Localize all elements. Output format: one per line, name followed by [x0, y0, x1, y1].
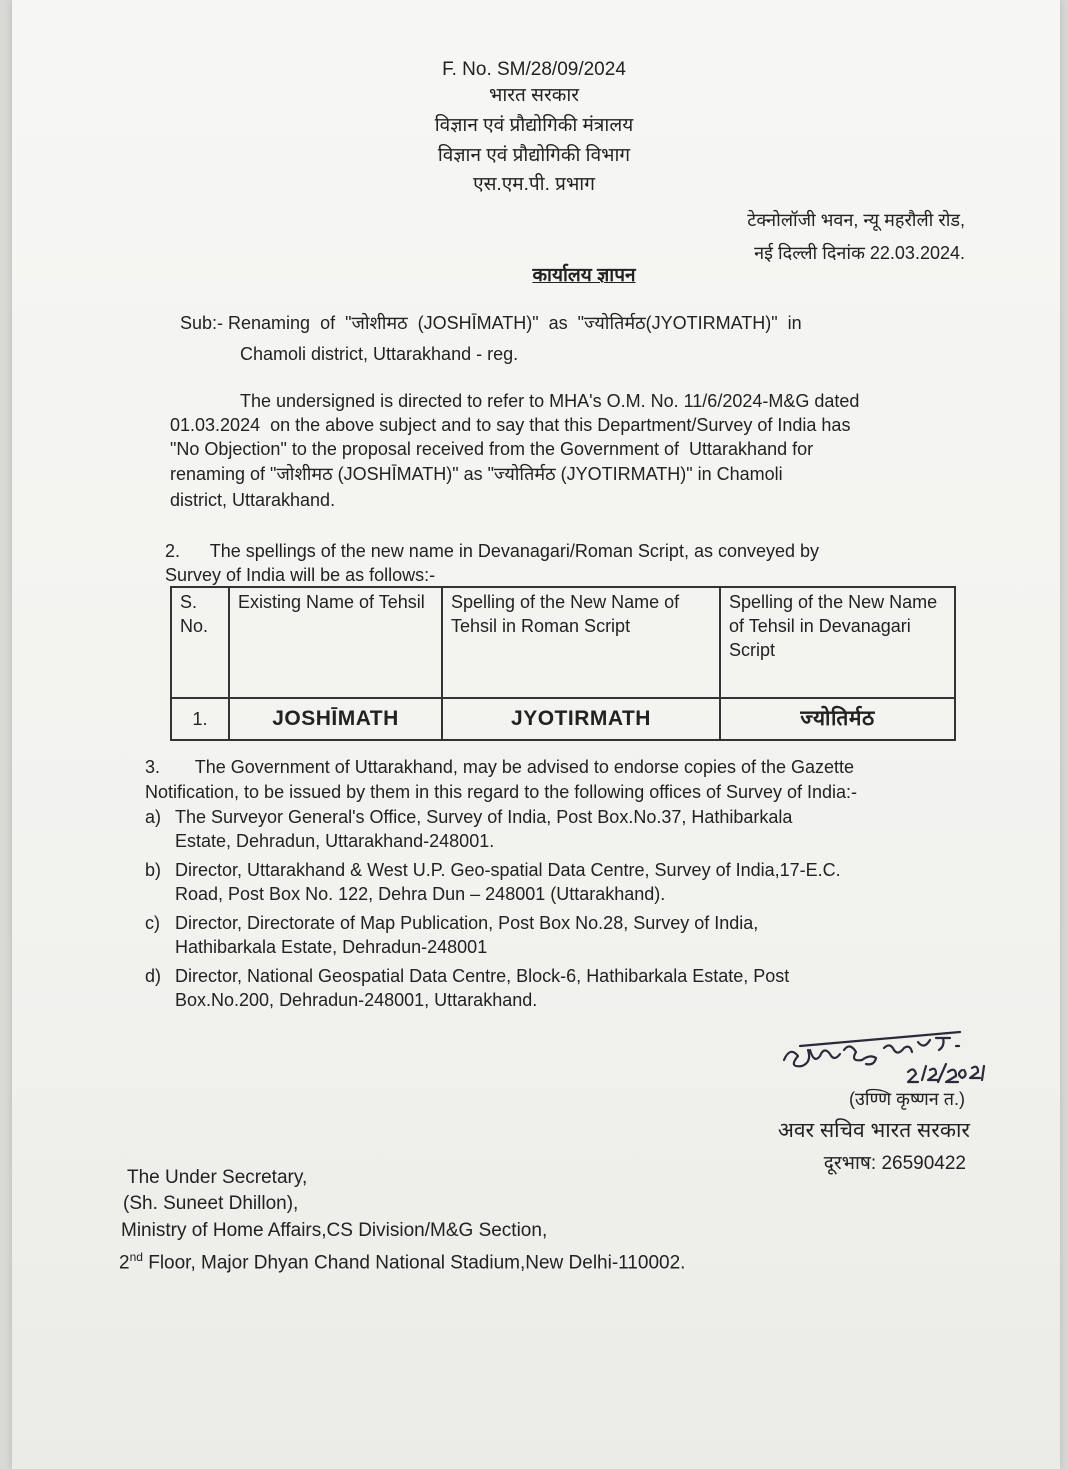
office-letter: a): [145, 807, 162, 827]
table-cell-new-name-roman: JYOTIRMATH: [442, 698, 720, 741]
header-line-1: भारत सरकार: [488, 85, 580, 106]
para3-line-1: 3. The Government of Uttarakhand, may be advised to endorse copies of the Gazette: [145, 757, 855, 777]
office-letter: d): [145, 966, 162, 986]
address-line-2: नई दिल्ली दिनांक 22.03.2024.: [754, 243, 965, 263]
addressee-line-1: The Under Secretary,: [127, 1167, 308, 1188]
table-header-cell: Existing Name of Tehsil: [229, 587, 442, 698]
addressee-line-3: Ministry of Home Affairs,CS Division/M&G Section,: [121, 1220, 548, 1241]
office-line: Hathibarkala Estate, Dehradun-248001: [175, 937, 488, 957]
table-header-row: [171, 587, 955, 698]
office-line: Director, National Geospatial Data Centre, Block-6, Hathibarkala Estate, Post: [175, 966, 790, 986]
office-line: Director, Uttarakhand & West U.P. Geo-spatial Data Centre, Survey of India,17-E.C.: [175, 860, 841, 880]
para1-line-2: 01.03.2024 on the above subject and to say that this Department/Survey of India has: [170, 415, 851, 435]
floor-number: 2: [119, 1252, 130, 1274]
office-item-a: [145, 805, 975, 853]
header-line-2: विज्ञान एवं प्रौद्योगिकी मंत्रालय: [434, 115, 634, 136]
floor-ordinal: nd: [129, 1250, 143, 1264]
table-header-cell: Spelling of the New Name of Tehsil in Devanagari Script: [720, 587, 955, 698]
office-item-c: [145, 911, 975, 959]
subject-line-1: Sub:- Renaming of "जोशीमठ (JOSHĪMATH)" as "ज्योतिर्मठ(JYOTIRMATH)" in: [180, 313, 802, 333]
signatory-phone: दूरभाष: 26590422: [823, 1153, 966, 1174]
handwritten-signature: [780, 1020, 1000, 1095]
table-header-cell: Spelling of the New Name of Tehsil in Roman Script: [442, 587, 720, 698]
office-letter: b): [145, 860, 162, 880]
table-cell-existing-name: JOSHĪMATH: [229, 698, 442, 741]
addressee-address: Floor, Major Dhyan Chand National Stadium,New Delhi-110002.: [142, 1252, 686, 1274]
office-line: Box.No.200, Dehradun-248001, Uttarakhand.: [175, 990, 538, 1010]
table-cell-new-name-devanagari: ज्योतिर्मठ: [720, 698, 955, 741]
para1-line-4: renaming of "जोशीमठ (JOSHĪMATH)" as "ज्योतिर्मठ (JYOTIRMATH)" in Chamoli: [170, 464, 783, 484]
file-number: F. No. SM/28/09/2024: [442, 59, 626, 80]
addressee-line-2: (Sh. Suneet Dhillon),: [123, 1193, 299, 1214]
tehsil-table: [170, 586, 956, 741]
header-line-3: विज्ञान एवं प्रौद्योगिकी विभाग: [437, 145, 631, 166]
subject-line-2: Chamoli district, Uttarakhand - reg.: [240, 344, 519, 364]
signatory-name: (उण्णि कृष्णन त.): [849, 1089, 965, 1109]
addressee-line-4: [119, 1245, 919, 1275]
table-row: [171, 698, 955, 741]
para1-line-3: "No Objection" to the proposal received from the Government of Uttarakhand for: [170, 439, 814, 459]
office-item-b: [145, 858, 975, 906]
para2-line-2: Survey of India will be as follows:-: [165, 565, 436, 585]
signature-scribble-icon: [780, 1020, 1000, 1095]
address-line-1: टेक्नोलॉजी भवन, न्यू महरौली रोड,: [747, 210, 965, 230]
para1-line-1: The undersigned is directed to refer to MHA's O.M. No. 11/6/2024-M&G dated: [240, 391, 860, 411]
office-line: Director, Directorate of Map Publication, Post Box No.28, Survey of India,: [175, 913, 759, 933]
document-title: कार्यालय ज्ञापन: [532, 265, 636, 286]
table-header-cell: S. No.: [171, 587, 229, 698]
para3-line-2: Notification, to be issued by them in this regard to the following offices of Survey of India:-: [145, 782, 858, 802]
table-cell-serial: 1.: [171, 698, 229, 741]
office-line: Road, Post Box No. 122, Dehra Dun – 248001 (Uttarakhand).: [175, 884, 666, 904]
para1-line-5: district, Uttarakhand.: [170, 490, 336, 510]
office-letter: c): [145, 913, 160, 933]
signatory-designation: अवर सचिव भारत सरकार: [777, 1119, 970, 1142]
office-item-d: [145, 964, 975, 1012]
para2-line-1: 2. The spellings of the new name in Devanagari/Roman Script, as conveyed by: [165, 541, 820, 561]
office-line: Estate, Dehradun, Uttarakhand-248001.: [175, 831, 495, 851]
header-line-4: एस.एम.पी. प्रभाग: [473, 174, 595, 195]
office-line: The Surveyor General's Office, Survey of India, Post Box.No.37, Hathibarkala: [175, 807, 793, 827]
